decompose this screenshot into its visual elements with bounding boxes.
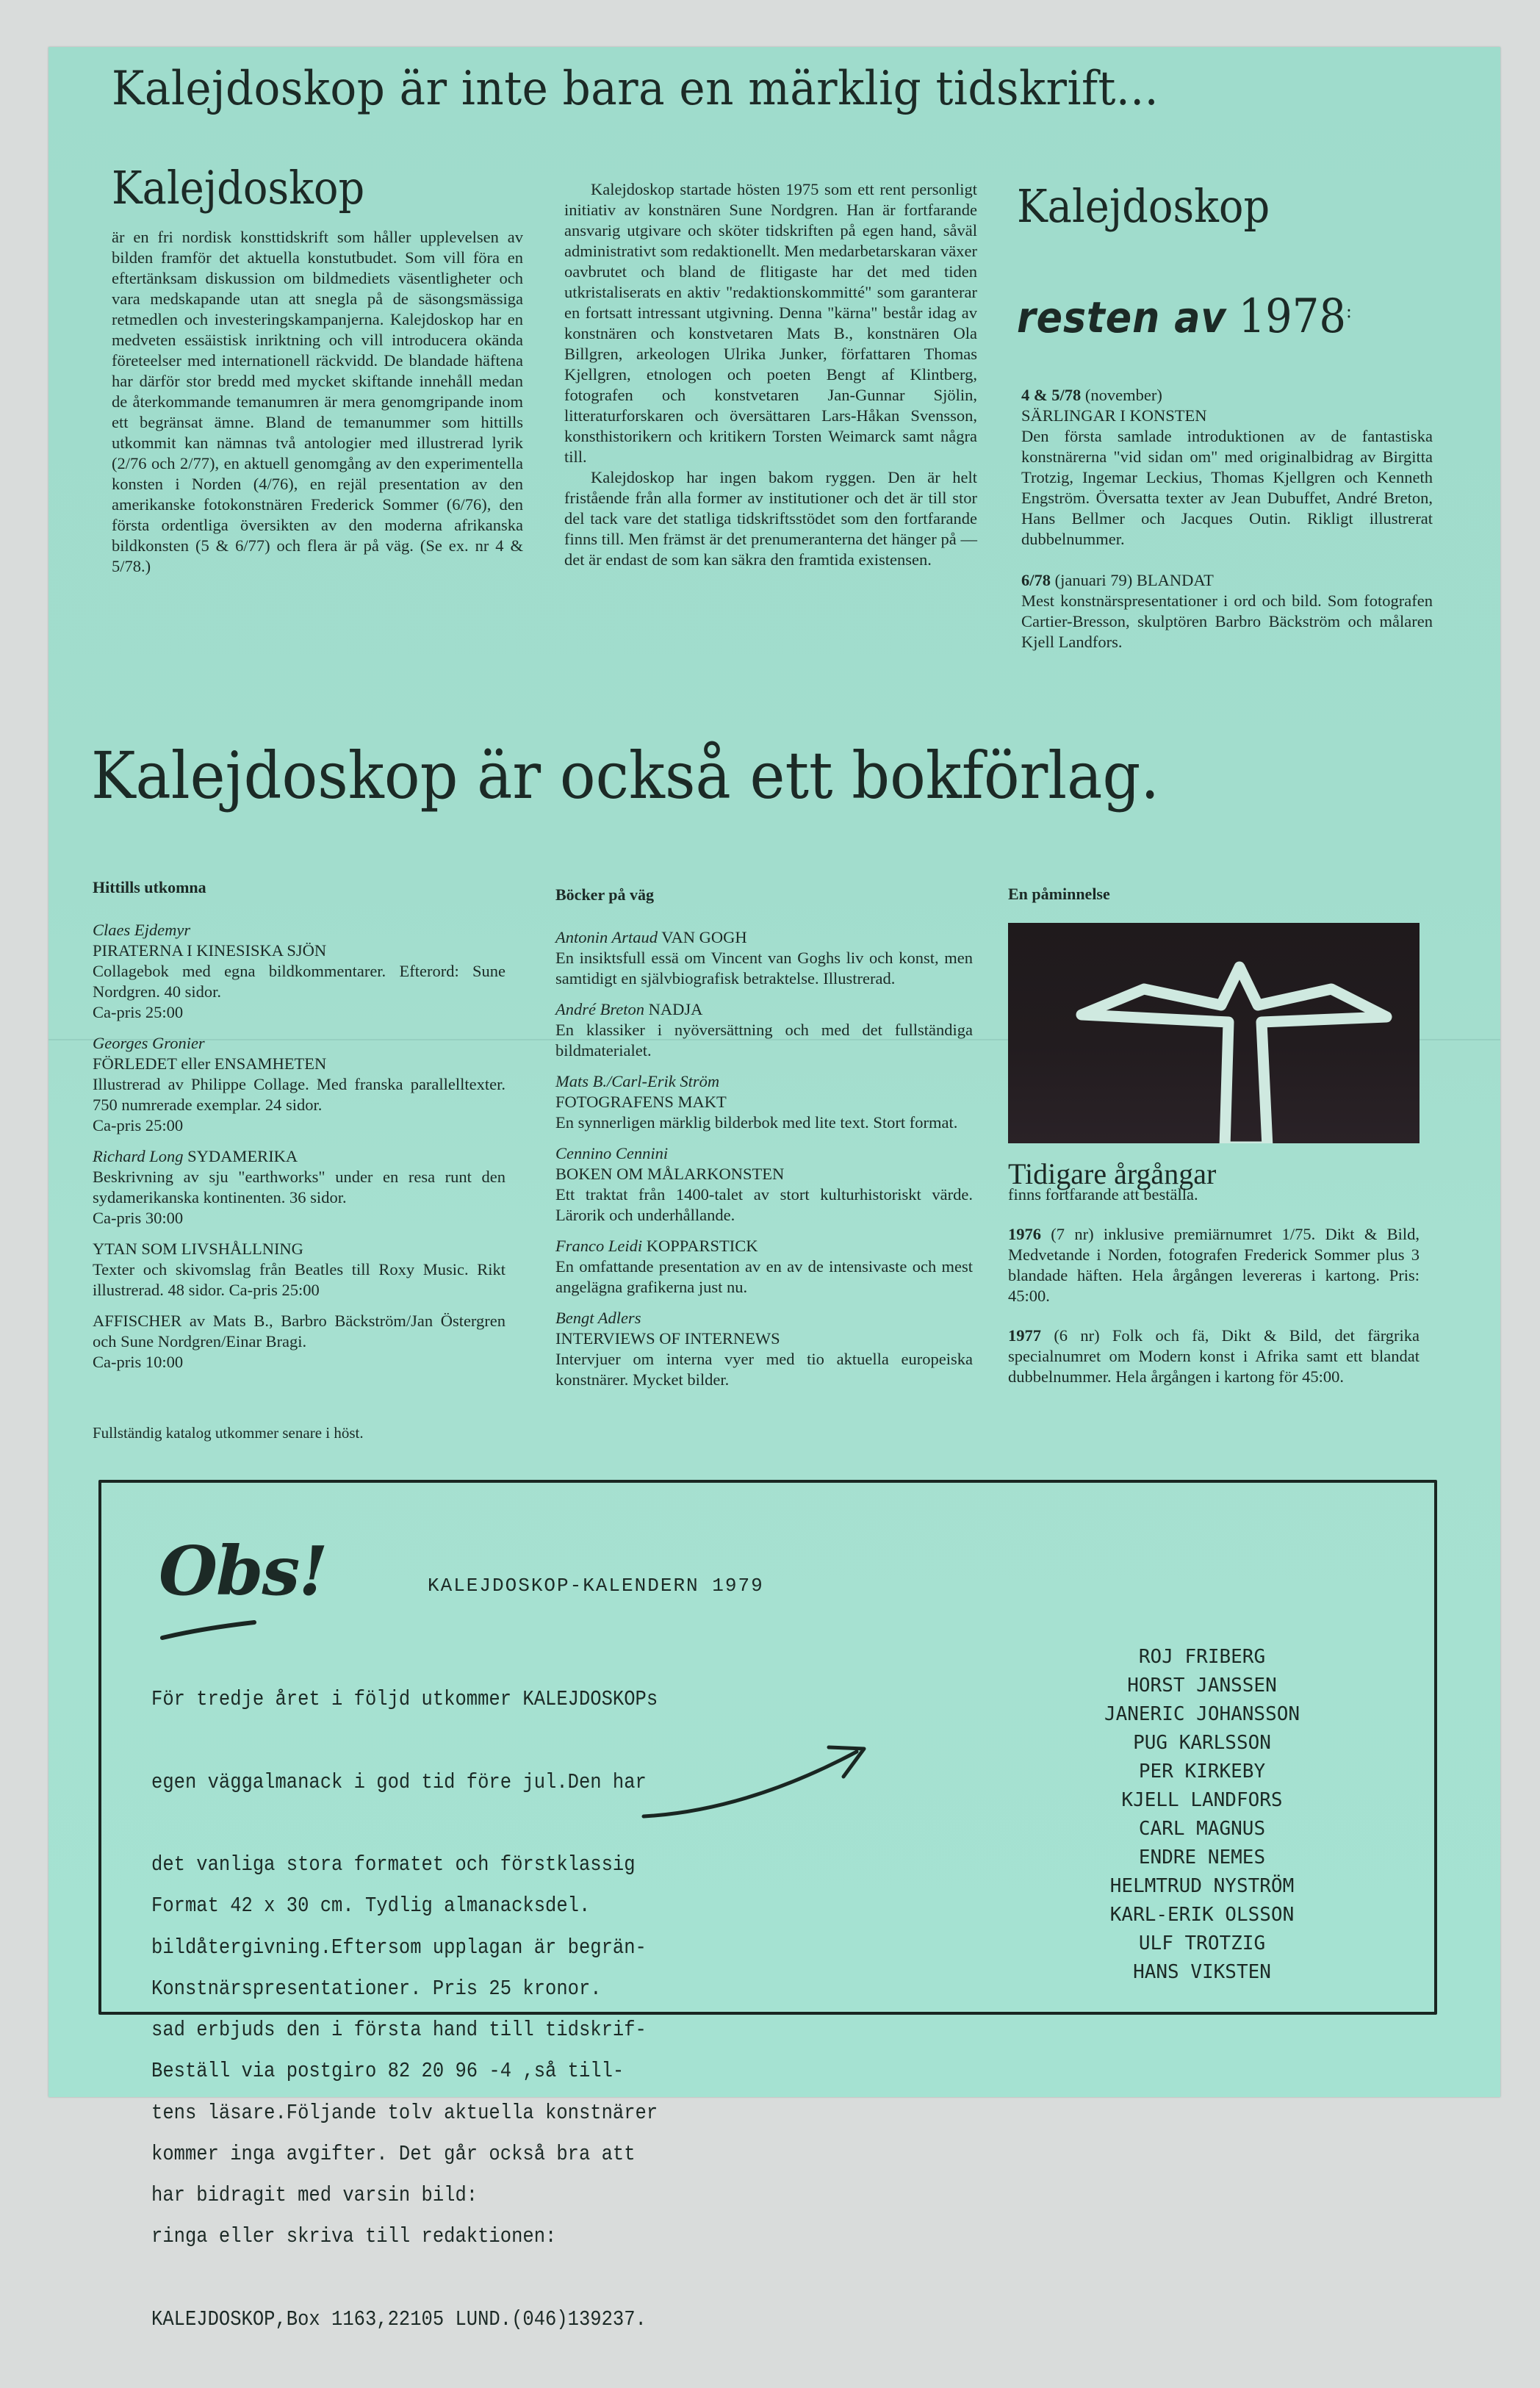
col2-paragraph-1: Kalejdoskop startade hösten 1975 som ett rent personligt initiativ av konstnären Sune Nordgren. Han är fortfarande ansvarig utgivare och sköter tidskriften på egen hand, såväl administrativt som redaktionellt. Men medarbetarskaran växer oavbrutet och bland de flitigaste har det med tiden utkristaliserats en aktiv "redaktionskommitté" som garanterar en fortsatt intressant utgivning. Denna "kärna" består idag av konstnären och konstvetaren Mats B., konstnären Ola Billgren, arkeologen Ulrika Junker, författaren Thomas Kjellgren, etnologen och poeten Bengt af Klintberg, fotografen och konstvetaren Jan-Gunnar Sjölin, litteraturforskaren och översättaren Lars-Håkan Svensson, konsthistorikern och kritikern Torsten Weimarck samt några till. — [564, 180, 977, 466]
book-author: Antonin Artaud — [555, 928, 658, 946]
book-price: Ca-pris 25:00 — [93, 1116, 184, 1134]
book-description: En synnerligen märklig bilderbok med lite text. Stort format. — [555, 1113, 958, 1132]
book-author: Franco Leidi — [555, 1237, 643, 1255]
book-price: Ca-pris 30:00 — [93, 1209, 184, 1227]
issue-name: SÄRLINGAR I KONSTEN — [1021, 406, 1207, 425]
book-price: Ca-pris 25:00 — [93, 1003, 184, 1021]
calendar-line: det vanliga stora formatet och förstklassig — [151, 1852, 636, 1877]
book-author: Bengt Adlers — [555, 1309, 641, 1327]
col3-subtitle — [1017, 289, 1352, 344]
col1-intro-text — [112, 227, 523, 577]
artist-name: KJELL LANDFORS — [1121, 1789, 1283, 1811]
col2-paragraph-2: Kalejdoskop har ingen bakom ryggen. Den är helt fristående från alla former av institutioner och det är till stor del tack vare det statliga tidskriftsstödet som den fortfarande finns till. Men främst är det prenumeranterna det hänger på — det är endast de som kan säkra den framtida existensen. — [564, 468, 977, 569]
col1-title: Kalejdoskop — [112, 161, 365, 215]
calendar-line: egen väggalmanack i god tid före jul.Den har — [151, 1769, 647, 1794]
book-description: Intervjuer om interna vyer med tio aktuella europeiska konstnärer. Mycket bilder. — [555, 1350, 973, 1389]
book-author: Richard Long — [93, 1147, 184, 1165]
artist-name: HANS VIKSTEN — [1133, 1961, 1271, 1983]
bird-cross-icon — [1008, 923, 1420, 1143]
arrow-icon — [636, 1730, 886, 1825]
order-line: KALEJDOSKOP,Box 1163,22105 LUND.(046)139237. — [151, 2306, 647, 2331]
book-description: Beskrivning av sju "earthworks" under en resa runt den sydamerikanska kontinenten. 36 sidor. — [93, 1168, 505, 1206]
book-author: Cennino Cennini — [555, 1144, 669, 1162]
handwritten-resten-av: resten av — [1017, 292, 1227, 342]
year-count: (6 nr) — [1054, 1326, 1100, 1345]
issues-list — [1021, 385, 1433, 652]
book-title: SYDAMERIKA — [187, 1147, 298, 1165]
year-description: Folk och fä, Dikt & Bild, det färgrika specialnumret om Modern konst i Afrika samt ett blandat dubbelnummer. Hela årgången i kartong för 45:00. — [1008, 1326, 1420, 1386]
book-description: Texter och skivomslag från Beatles till Roxy Music. Rikt illustrerad. 48 sidor. Ca-pris 25:00 — [93, 1260, 505, 1299]
flyer-page — [48, 47, 1500, 2331]
published-heading: Hittills utkomna — [93, 878, 206, 896]
upcoming-heading: Böcker på väg — [555, 885, 655, 904]
year-entry — [1008, 1326, 1420, 1387]
book-entry — [93, 1311, 505, 1373]
order-line: Beställ via postgiro 82 20 96 -4 ,så till- — [151, 2059, 625, 2083]
book-price: Ca-pris 10:00 — [93, 1353, 184, 1371]
book-title: KOPPARSTICK — [646, 1237, 758, 1255]
artist-name: PER KIRKEBY — [1138, 1761, 1266, 1783]
year-description: inklusive premiärnumret 1/75. Dikt & Bild, Medvetande i Norden, fotografen Frederick Sommer plus 3 blandade häften. Hela årgången levereras i kartong. Pris: 45:00. — [1008, 1225, 1420, 1305]
book-title: FÖRLEDET eller ENSAMHETEN — [93, 1054, 327, 1073]
catalog-note: Fullständig katalog utkommer senare i höst. — [93, 1424, 364, 1442]
book-author: Georges Gronier — [93, 1034, 205, 1052]
calendar-order-info — [151, 1837, 798, 2388]
book-title: AFFISCHER — [93, 1312, 182, 1330]
calendar-line: bildåtergivning.Eftersom upplagan är begrän- — [151, 1935, 647, 1960]
book-description: av Mats B., Barbro Bäckström/Jan Östergren och Sune Nordgren/Einar Bragi. — [93, 1312, 506, 1351]
book-description: En omfattande presentation av en av de intensivaste och mest angelägna grafikerna just nu. — [555, 1257, 973, 1296]
book-entry — [93, 1033, 505, 1136]
col1-paragraph: är en fri nordisk konsttidskrift som håller upplevelsen av bilden framför det aktuella konstutbudet. Som vill föra en eftertänksam diskussion om bildmediets väsentligheter och vara medskapande utan att snegla på de säsongsmässiga retmedlen och investeringskampanjerna. Kalejdoskop har en medveten essäistisk inriktning och vill introducera okända företeelser med internationell räckvidd. De blandade häftena har därför stor bredd med mycket skiftande innehåll medan de återkommande temanumren är mera genomgripande inom ett begränsat ämne. Bland de temanummer som hittills utkommit kan nämnas två antologier med illustrerad lyrik (2/76 och 2/77), en aktuell genomgång av den experimentella konsten i Norden (4/76), en rejäl presentation av den amerikanske fotokonstnären Frederick Sommer (6/76), den första ordentliga översikten av den moderna afrikanska bildkonsten (5 & 6/77) och flera är på väg. (Se ex. nr 4 & 5/78.) — [112, 228, 523, 575]
book-entry — [555, 1143, 973, 1226]
issue-number: 4 & 5/78 — [1021, 386, 1082, 404]
book-title: BOKEN OM MÅLARKONSTEN — [555, 1165, 785, 1183]
issue-date: (november) — [1084, 386, 1162, 404]
col3-title: Kalejdoskop — [1017, 179, 1270, 233]
book-author: Claes Ejdemyr — [93, 921, 191, 939]
book-entry — [93, 1239, 505, 1301]
back-issues-title: Tidigare årgångar — [1008, 1157, 1217, 1190]
year-label: 1977 — [1008, 1326, 1041, 1345]
book-title: YTAN SOM LIVSHÅLLNING — [93, 1240, 303, 1258]
back-issues-section — [1008, 1157, 1420, 1398]
artist-name: HORST JANSSEN — [1127, 1675, 1277, 1697]
book-entry — [555, 1071, 973, 1133]
order-line: Format 42 x 30 cm. Tydlig almanacksdel. — [151, 1894, 591, 1918]
calendar-line: tens läsare.Följande tolv aktuella konstnärer — [151, 2100, 658, 2125]
issue-number: 6/78 — [1021, 571, 1051, 589]
book-entry — [93, 1146, 505, 1229]
reminder-heading: En påminnelse — [1008, 885, 1110, 903]
main-headline: Kalejdoskop är inte bara en märklig tidskrift... — [112, 62, 1159, 116]
book-title: NADJA — [648, 1000, 703, 1018]
issue-entry — [1021, 385, 1433, 550]
back-issues-subtitle: finns fortfarande att beställa. — [1008, 1185, 1198, 1204]
artist-name: ROJ FRIBERG — [1138, 1646, 1266, 1668]
order-line: ringa eller skriva till redaktionen: — [151, 2224, 557, 2248]
obs-handwritten: Obs! — [159, 1531, 327, 1611]
book-title: FOTOGRAFENS MAKT — [555, 1093, 727, 1111]
book-description: En insiktsfull essä om Vincent van Goghs liv och konst, men samtidigt en självbiografisk betraktelse. Illustrerad. — [555, 949, 973, 988]
issue-entry — [1021, 570, 1433, 652]
issue-name: BLANDAT — [1136, 571, 1214, 589]
emblem-image — [1008, 923, 1420, 1143]
book-title: INTERVIEWS OF INTERNEWS — [555, 1329, 780, 1348]
upcoming-books-column — [555, 885, 973, 1400]
artist-name: CARL MAGNUS — [1138, 1818, 1266, 1840]
year-entry — [1008, 1224, 1420, 1306]
book-description: Illustrerad av Philippe Collage. Med franska parallelltexter. 750 numrerade exemplar. 24 sidor. — [93, 1075, 505, 1114]
artist-name: JANERIC JOHANSSON — [1104, 1703, 1300, 1725]
calendar-line: sad erbjuds den i första hand till tidskrif- — [151, 2018, 647, 2042]
book-entry — [555, 927, 973, 989]
artist-name: KARL-ERIK OLSSON — [1109, 1904, 1295, 1926]
published-books-column — [93, 877, 505, 1443]
order-line: kommer inga avgifter. Det går också bra att — [151, 2141, 636, 2166]
book-entry — [555, 1236, 973, 1298]
artist-name: HELMTRUD NYSTRÖM — [1109, 1875, 1295, 1897]
issue-date: (januari 79) — [1054, 571, 1133, 589]
calendar-line: har bidragit med varsin bild: — [151, 2183, 478, 2207]
book-entry — [555, 999, 973, 1061]
order-line: Konstnärspresentationer. Pris 25 kronor. — [151, 1976, 602, 2001]
book-description: Collagebok med egna bildkommentarer. Efterord: Sune Nordgren. 40 sidor. — [93, 962, 505, 1001]
col2-history-text — [564, 179, 977, 570]
book-title: PIRATERNA I KINESISKA SJÖN — [93, 941, 327, 960]
book-title: VAN GOGH — [661, 928, 747, 946]
book-description: Ett traktat från 1400-talet av stort kulturhistoriskt värde. Lärorik och underhållande. — [555, 1185, 973, 1224]
artist-name: ENDRE NEMES — [1138, 1846, 1266, 1869]
calendar-line: För tredje året i följd utkommer KALEJDOSKOPs — [151, 1687, 658, 1711]
issue-description: Mest konstnärspresentationer i ord och bild. Som fotografen Cartier-Bresson, skulptören Barbro Bäckström och målaren Kjell Landfors. — [1021, 591, 1433, 651]
book-description: En klassiker i nyöversättning och med det fullständiga bildmaterialet. — [555, 1021, 973, 1060]
year-count: (7 nr) — [1051, 1225, 1094, 1243]
year-label: 1976 — [1008, 1225, 1041, 1243]
issue-description: Den första samlade introduktionen av de fantastiska konstnärerna "vid sidan om" med originalbidrag av Birgitta Trotzig, Ingemar Leckius, Thomas Kjellgren och Kenneth Engström. Översatta texter av Jean Dubuffet, André Breton, Hans Bellmer och Jacques Outin. Rikligt illustrerat dubbelnummer. — [1021, 427, 1433, 548]
calendar-title: KALEJDOSKOP-KALENDERN 1979 — [428, 1575, 764, 1597]
publisher-headline: Kalejdoskop är också ett bokförlag. — [91, 738, 1160, 813]
subtitle-year: 1978 — [1238, 289, 1347, 344]
book-author: André Breton — [555, 1000, 645, 1018]
book-entry — [555, 1308, 973, 1390]
book-author: Mats B./Carl-Erik Ström — [555, 1072, 720, 1090]
artists-list — [1092, 1643, 1312, 1987]
book-entry — [93, 920, 505, 1023]
artist-name: ULF TROTZIG — [1138, 1932, 1266, 1954]
artist-name: PUG KARLSSON — [1133, 1732, 1271, 1754]
subtitle-colon: : — [1346, 301, 1352, 323]
